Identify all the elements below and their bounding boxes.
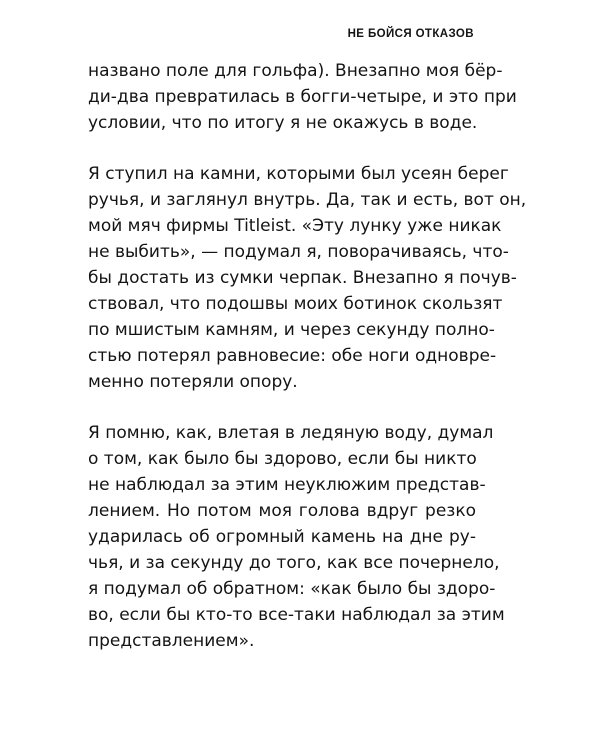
text-line: ди-два превратилась в богги-четыре, и это при [88, 87, 517, 107]
text-line: о том, как было бы здорово, если бы никто [88, 449, 477, 469]
text-line: представлением». [88, 631, 255, 651]
text-line: по мшистым камням, и через секунду полно- [88, 320, 495, 340]
text-line: чья, и за секунду до того, как все почернело, [88, 553, 500, 573]
text-line: не наблюдал за этим неуклюжим представ- [88, 475, 486, 495]
text-line: не выбить», — подумал я, поворачиваясь, что- [88, 242, 509, 262]
text-line: ручья, и заглянул внутрь. Да, так и есть, вот он, [88, 190, 527, 210]
running-header: НЕ БОЙСЯ ОТКАЗОВ [347, 28, 474, 40]
paragraph-3 [88, 420, 505, 654]
text-line: ствовал, что подошвы моих ботинок скользят [88, 294, 503, 314]
text-line: Я помню, как, влетая в ледяную воду, думал [88, 423, 494, 443]
text-line: лением. Но потом моя голова вдруг резко [88, 501, 476, 521]
text-line: мой мяч фирмы Titleist. «Эту лунку уже никак [88, 216, 502, 236]
text-line: бы достать из сумки черпак. Внезапно я почув- [88, 268, 517, 288]
text-line: менно потеряли опору. [88, 372, 298, 392]
text-line: ударилась об огромный камень на дне ру- [88, 527, 476, 547]
body-text [88, 58, 527, 679]
text-line: Я ступил на камни, которыми был усеян берег [88, 164, 509, 184]
text-line: условии, что по итогу я не окажусь в воде. [88, 113, 478, 133]
text-line: названо поле для гольфа). Внезапно моя бёр- [88, 61, 503, 81]
text-line: во, если бы кто-то все-таки наблюдал за этим [88, 605, 505, 625]
paragraph-1 [88, 58, 517, 136]
text-line: я подумал об обратном: «как было бы здоро- [88, 579, 496, 599]
paragraph-2 [88, 161, 527, 395]
text-line: стью потерял равновесие: обе ноги одновре- [88, 346, 497, 366]
